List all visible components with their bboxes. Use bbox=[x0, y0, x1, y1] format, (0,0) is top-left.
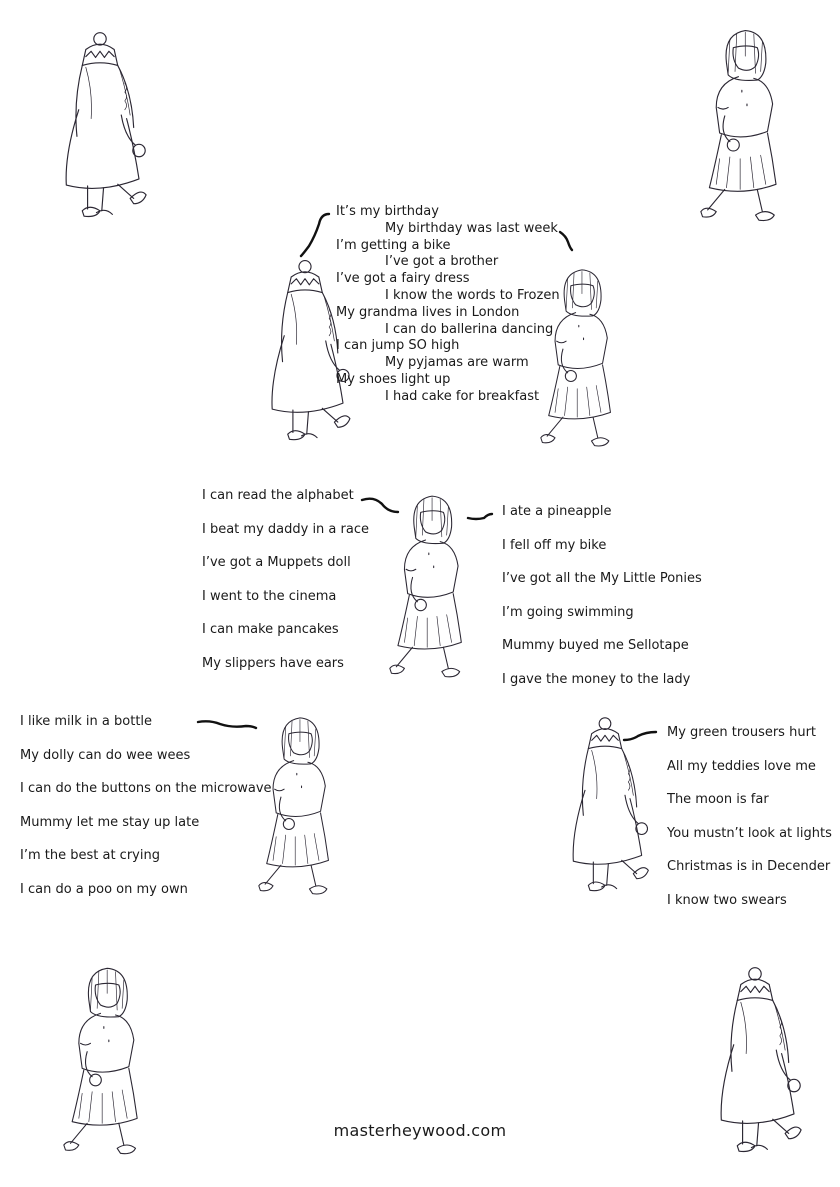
dialogue-line: I’m getting a bike bbox=[336, 237, 451, 253]
dialogue-line: I gave the money to the lady bbox=[502, 671, 691, 687]
dialogue-line: You mustn’t look at lights bbox=[667, 825, 832, 841]
dialogue-line: I went to the cinema bbox=[202, 588, 337, 604]
dialogue-line: I can do a poo on my own bbox=[20, 881, 188, 897]
dialogue-line: Mummy let me stay up late bbox=[20, 814, 200, 830]
dialogue-line: Christmas is in Decender bbox=[667, 859, 831, 875]
speech-squiggle-right bbox=[466, 508, 494, 524]
conversation-3-dialogue bbox=[20, 714, 272, 916]
dialogue-line: I’ve got a fairy dress bbox=[336, 271, 470, 287]
dialogue-line: I’m going swimming bbox=[502, 604, 634, 620]
dialogue-line: I’m the best at crying bbox=[20, 848, 160, 864]
dialogue-line: I can read the alphabet bbox=[202, 488, 354, 503]
dialogue-line: I ate a pineapple bbox=[502, 504, 612, 519]
dialogue-line: I can make pancakes bbox=[202, 622, 339, 638]
speech-squiggle-left bbox=[295, 210, 335, 260]
dialogue-line: I beat my daddy in a race bbox=[202, 521, 369, 537]
dialogue-line: It’s my birthday bbox=[336, 204, 439, 219]
dialogue-line: I know two swears bbox=[667, 892, 787, 908]
dialogue-line: Mummy buyed me Sellotape bbox=[502, 638, 689, 654]
dialogue-line: My slippers have ears bbox=[202, 655, 344, 671]
conversation-2-right-dialogue bbox=[502, 504, 702, 706]
dialogue-line: My shoes light up bbox=[336, 371, 451, 387]
dialogue-line: I had cake for breakfast bbox=[385, 388, 540, 404]
speech-squiggle bbox=[622, 728, 658, 744]
website-footer: masterheywood.com bbox=[333, 1121, 507, 1140]
dialogue-line: I can do the buttons on the microwave bbox=[20, 781, 272, 797]
conversation-2-left-dialogue bbox=[202, 488, 369, 690]
dialogue-line: My grandma lives in London bbox=[336, 304, 520, 320]
dialogue-line: All my teddies love me bbox=[667, 758, 816, 774]
dialogue-line: I can do ballerina dancing bbox=[385, 321, 554, 337]
dialogue-line: The moon is far bbox=[667, 792, 769, 808]
dialogue-line: I fell off my bike bbox=[502, 537, 607, 553]
dialogue-line: My green trousers hurt bbox=[667, 725, 817, 740]
conversation-4-dialogue bbox=[667, 725, 832, 927]
girl-with-hair-figure-top-right bbox=[686, 22, 796, 227]
dialogue-line: My dolly can do wee wees bbox=[20, 747, 191, 763]
conversation-1-dialogue bbox=[336, 204, 560, 406]
dialogue-line: My pyjamas are warm bbox=[385, 355, 529, 371]
dialogue-line: I’ve got all the My Little Ponies bbox=[502, 571, 702, 587]
dialogue-line: I like milk in a bottle bbox=[20, 714, 153, 729]
dialogue-line: I can jump SO high bbox=[336, 338, 460, 354]
dialogue-line: I’ve got a brother bbox=[385, 254, 499, 270]
dialogue-line: My birthday was last week bbox=[385, 220, 558, 236]
girl-with-hat-figure-top-left bbox=[40, 30, 160, 225]
dialogue-line: I’ve got a Muppets doll bbox=[202, 555, 351, 571]
dialogue-line: I know the words to Frozen bbox=[385, 287, 560, 303]
